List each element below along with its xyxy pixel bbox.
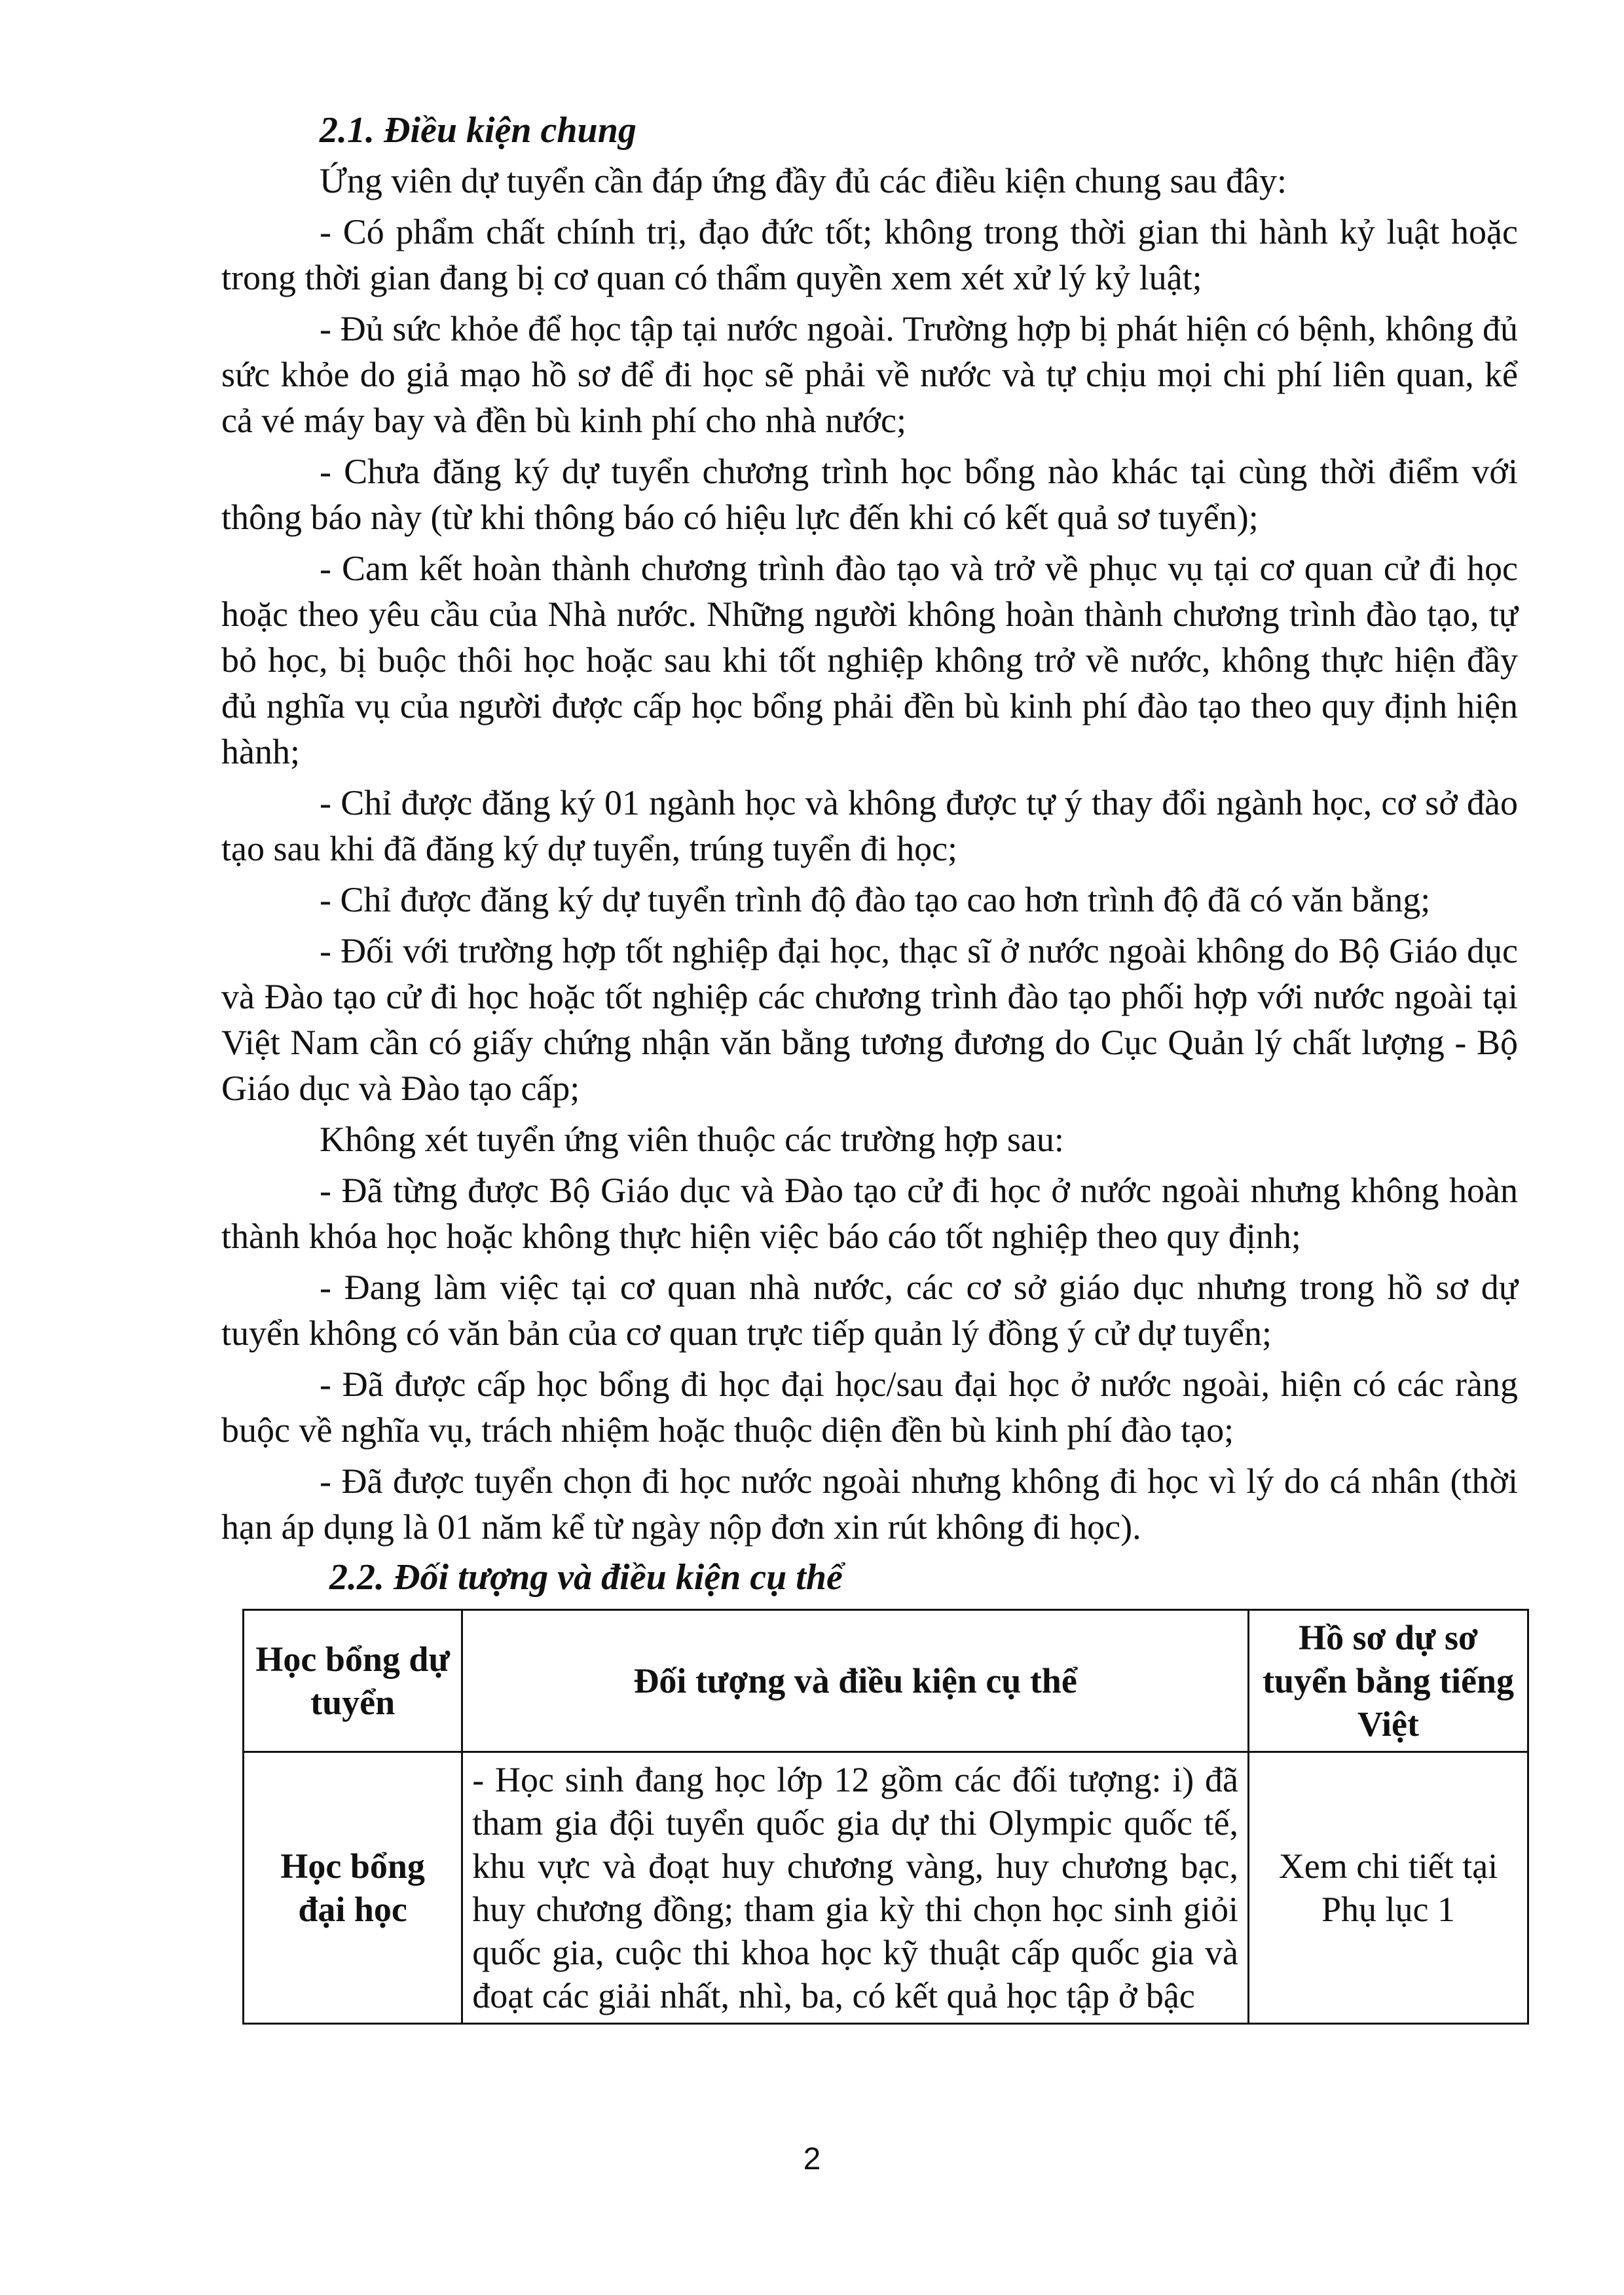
scholarship-conditions-cell: - Học sinh đang học lớp 12 gồm các đối tượng: i) đã tham gia đội tuyển quốc gia dự thi Olympic quốc tế, khu vực và đoạt huy chương vàng, huy chương bạc, huy chương đồng; tham gia kỳ thi chọn học sinh giỏi quốc gia, cuộc thi khoa học kỹ thuật cấp quốc gia và đoạt các giải nhất, nhì, ba, có kết quả học tập ở bậc (462, 1752, 1249, 2024)
condition-item: - Chỉ được đăng ký dự tuyển trình độ đào tạo cao hơn trình độ đã có văn bằng; (320, 880, 1431, 919)
exclusion-item: - Đã từng được Bộ Giáo dục và Đào tạo cử đi học ở nước ngoài nhưng không hoàn thành khóa học hoặc không thực hiện việc báo cáo tốt nghiệp theo quy định; (221, 1171, 1518, 1256)
condition-item: - Cam kết hoàn thành chương trình đào tạo và trở về phục vụ tại cơ quan cử đi học hoặc theo yêu cầu của Nhà nước. Những người không hoàn thành chương trình đào tạo, tự bỏ học, bị buộc thôi học hoặc sau khi tốt nghiệp không trở về nước, không thực hiện đầy đủ nghĩa vụ của người được cấp học bổng phải đền bù kinh phí đào tạo theo quy định hiện hành; (221, 549, 1518, 771)
page-content (221, 108, 1518, 2025)
exclusion-item: - Đã được cấp học bổng đi học đại học/sau đại học ở nước ngoài, hiện có các ràng buộc về nghĩa vụ, trách nhiệm hoặc thuộc diện đền bù kinh phí đào tạo; (221, 1365, 1518, 1450)
exclusion-item: - Đang làm việc tại cơ quan nhà nước, các cơ sở giáo dục nhưng trong hồ sơ dự tuyển không có văn bản của cơ quan trực tiếp quản lý đồng ý cử dự tuyển; (221, 1268, 1518, 1353)
page-number: 2 (803, 2142, 821, 2176)
header-documents: Hồ sơ dự sơ tuyển bằng tiếng Việt (1249, 1610, 1528, 1752)
table-row (244, 1752, 1528, 2024)
exclusion-intro: Không xét tuyển ứng viên thuộc các trường hợp sau: (320, 1120, 1064, 1159)
condition-item: - Đối với trường hợp tốt nghiệp đại học, thạc sĩ ở nước ngoài không do Bộ Giáo dục và Đào tạo cử đi học hoặc tốt nghiệp các chương trình đào tạo phối hợp với nước ngoài tại Việt Nam cần có giấy chứng nhận văn bằng tương đương do Cục Quản lý chất lượng - Bộ Giáo dục và Đào tạo cấp; (221, 931, 1518, 1108)
condition-item: - Có phẩm chất chính trị, đạo đức tốt; không trong thời gian thi hành kỷ luật hoặc trong thời gian đang bị cơ quan có thẩm quyền xem xét xử lý kỷ luật; (221, 212, 1518, 297)
header-conditions: Đối tượng và điều kiện cụ thể (462, 1610, 1249, 1752)
condition-item: - Chỉ được đăng ký 01 ngành học và không được tự ý thay đổi ngành học, cơ sở đào tạo sau khi đã đăng ký dự tuyển, trúng tuyển đi học; (221, 783, 1518, 868)
section-2-1-heading: 2.1. Điều kiện chung (320, 110, 637, 151)
scholarship-conditions-table (242, 1609, 1529, 2025)
general-conditions-intro: Ứng viên dự tuyển cần đáp ứng đầy đủ các điều kiện chung sau đây: (320, 161, 1287, 200)
header-scholarship: Học bổng dự tuyển (244, 1610, 462, 1752)
scholarship-name-cell: Học bổng đại học (244, 1752, 462, 2024)
scholarship-documents-cell: Xem chi tiết tại Phụ lục 1 (1249, 1752, 1528, 2024)
table-header-row (244, 1610, 1528, 1752)
exclusion-item: - Đã được tuyển chọn đi học nước ngoài nhưng không đi học vì lý do cá nhân (thời hạn áp dụng là 01 năm kể từ ngày nộp đơn xin rút không đi học). (221, 1461, 1518, 1547)
section-2-2-heading: 2.2. Đối tượng và điều kiện cụ thể (329, 1557, 843, 1598)
condition-item: - Chưa đăng ký dự tuyển chương trình học bổng nào khác tại cùng thời điểm với thông báo này (từ khi thông báo có hiệu lực đến khi có kết quả sơ tuyển); (221, 452, 1518, 537)
condition-item: - Đủ sức khỏe để học tập tại nước ngoài. Trường hợp bị phát hiện có bệnh, không đủ sức khỏe do giả mạo hồ sơ để đi học sẽ phải về nước và tự chịu mọi chi phí liên quan, kể cả vé máy bay và đền bù kinh phí cho nhà nước; (221, 309, 1518, 440)
